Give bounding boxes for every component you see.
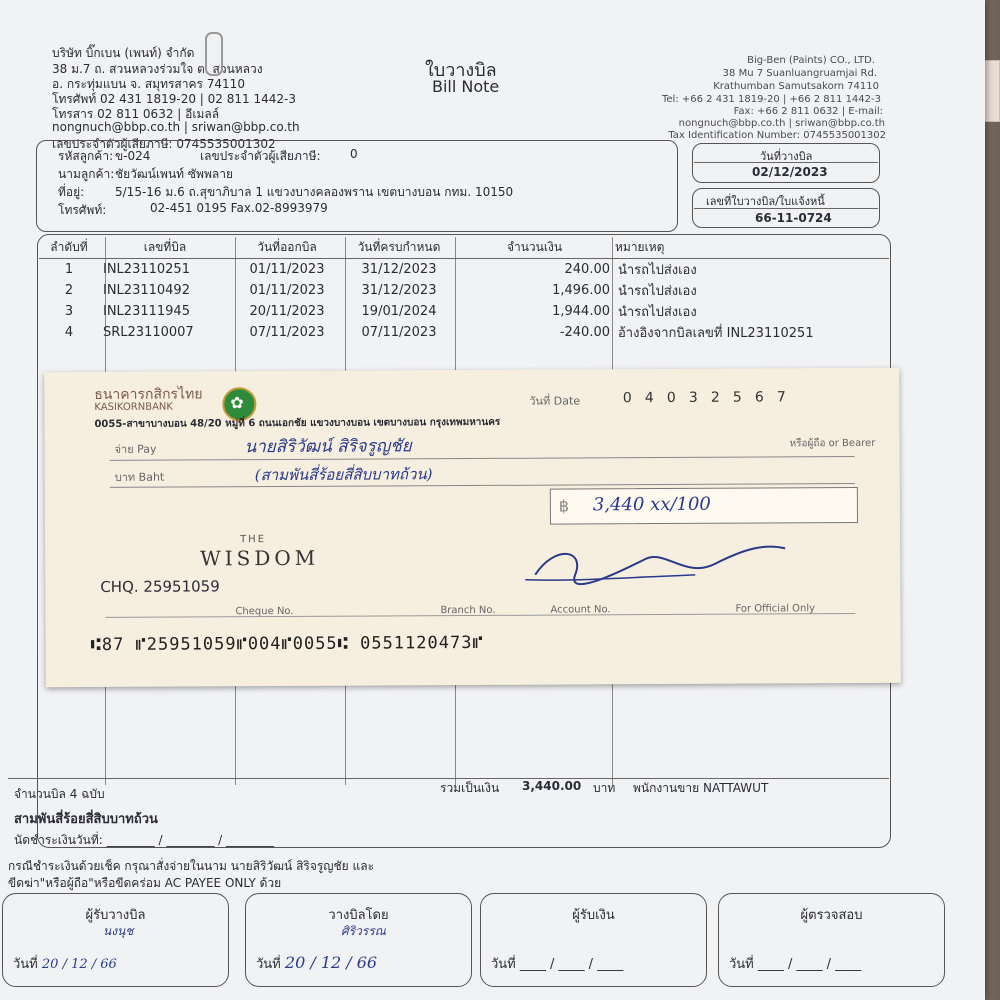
table-row [39,280,889,301]
customer-phone: 02-451 0195 Fax.02-8993979 [150,201,328,215]
signature-handwriting: นงนุช [103,924,134,938]
cell-no: 4 [64,325,74,340]
signature-box-auditor [718,893,945,987]
baht-label: บาท Baht [114,470,165,484]
cell-no: 1 [64,262,74,277]
payee-handwriting: นายสิริวัฒน์ สิริจรูญชัย [244,436,412,458]
bank-name-en: KASIKORNBANK [94,401,173,413]
signature-label: ผู้ตรวจสอบ [800,908,863,923]
bill-number-label: เลขที่ใบวางบิล/ใบแจ้งหนี้ [706,195,825,208]
amount-box [550,487,858,525]
bill-date-label: วันที่วางบิล [760,150,813,163]
footer-cheque-no: Cheque No. [235,605,294,618]
signature-date-label: วันที่ [256,957,281,972]
signature-date-label: วันที่ [13,957,38,972]
customer-taxid-label: เลขประจำตัวผู้เสียภาษี: [200,149,321,163]
cell-amount: -240.00 [559,325,610,340]
company-taxid-th: เลขประจำตัวผู้เสียภาษี: 0745535001302 [52,137,276,151]
company-phone-en: Tel: +66 2 431 1819-20 | +66 2 811 1442-3 [662,94,881,105]
table-row [39,301,889,322]
bill-count: จำนวนบิล 4 ฉบับ [14,787,105,801]
company-address-th-2: อ. กระทุ่มแบน จ. สมุทรสาคร 74110 [52,77,245,91]
cell-no: 2 [64,283,74,298]
cell-bill-no: INL23111945 [103,304,190,319]
amount-handwriting: 3,440 xx/100 [592,493,711,516]
col-header-due-date: วันที่ครบกำหนด [343,237,455,259]
signature-box-billed-by [245,893,472,987]
brand-wisdom: WISDOM [200,545,320,571]
signature-label: ผู้รับเงิน [572,908,615,923]
cell-amount: 1,944.00 [552,304,610,319]
signature-date-label: วันที่ [491,957,516,972]
company-name-th: บริษัท บิ๊กเบน (เพนท์) จำกัด [52,46,195,60]
cheque-date-digits [616,386,792,406]
cheque-note-line-1: กรณีชำระเงินด้วยเช็ค กรุณาสั่งจ่ายในนาม นายสิริวัฒน์ สิริจรูญชัย และ [8,859,375,873]
paper-clip [205,32,223,76]
cheque-note-line-2: ขีดฆ่า"หรือผู้ถือ"หรือขีดคร่อม AC PAYEE ONLY ด้วย [8,876,282,890]
payment-date-line: นัดชำระเงินวันที่: ________ / ________ / ________ [14,833,274,847]
cell-due-date: 19/01/2024 [361,304,437,319]
customer-code-label: รหัสลูกค้า: [58,149,114,163]
signature-box-payee [480,893,707,987]
drawer-signature [515,538,795,589]
signature-handwriting: ศิริวรรณ [341,924,386,938]
signature-label: ผู้รับวางบิล [85,908,146,923]
cell-amount: 240.00 [564,262,610,277]
cell-bill-no: SRL23110007 [103,325,194,340]
date-digit: 0 [622,390,632,407]
date-digit: 2 [710,389,720,406]
company-fax-en: Fax: +66 2 811 0632 | E-mail: [733,106,883,117]
cell-issue-date: 01/11/2023 [249,262,325,277]
signature-date-handwriting: 20 / 12 / 66 [41,957,117,972]
bank-name-th: ธนาคารกสิกรไทย [94,386,203,403]
company-address-th-1: 38 ม.7 ถ. สวนหลวงร่วมใจ ต. สวนหลวง [52,62,263,76]
total-amount: 3,440.00 [522,779,582,793]
col-header-remark: หมายเหตุ [614,237,889,259]
company-email-th: nongnuch@bbp.co.th | sriwan@bbp.co.th [52,120,300,134]
table-row [39,322,889,343]
customer-name: ชัยวัฒน์เพนท์ ซัพพลาย [115,167,233,181]
baht-symbol: ฿ [558,496,570,516]
cell-issue-date: 20/11/2023 [249,304,325,319]
customer-code: ข-024 [115,149,151,163]
kasikorn-logo-icon: ✿ [222,387,256,421]
col-header-no: ลำดับที่ [39,237,99,259]
signature-date-handwriting: 20 / 12 / 66 [284,953,378,972]
cell-remark: นำรถไปส่งเอง [618,305,697,320]
brand-the: THE [240,534,267,546]
cell-remark: นำรถไปส่งเอง [618,284,697,299]
pay-label: จ่าย Pay [114,442,157,456]
signature-date-blank: ____ / ____ / ____ [757,957,862,972]
signature-date-blank: ____ / ____ / ____ [519,957,624,972]
footer-account-no: Account No. [550,604,611,616]
total-label: รวมเป็นเงิน [440,781,500,795]
cell-due-date: 31/12/2023 [361,262,437,277]
footer-official: For Official Only [735,603,816,615]
bank-cheque [44,368,901,687]
cell-issue-date: 07/11/2023 [249,325,325,340]
amount-in-words: สามพันสี่ร้อยสี่สิบบาทถ้วน [14,812,158,827]
company-phone-th: โทรศัพท์ 02 431 1819-20 | 02 811 1442-3 [52,92,296,106]
bank-branch: 0055-สาขาบางบอน 48/20 หมู่ที่ 6 ถนนเอกชัย แขวงบางบอน เขตบางบอน กรุงเทพมหานคร [94,416,501,430]
col-header-issue-date: วันที่ออกบิล [231,237,343,259]
bill-number-value: 66-11-0724 [755,211,832,225]
items-table [39,237,889,343]
company-address-en-2: Krathumban Samutsakorn 74110 [713,81,879,92]
footer-branch-no: Branch No. [440,604,496,617]
cell-remark: อ้างอิงจากบิลเลขที่ INL23110251 [618,326,814,341]
customer-address: 5/15-16 ม.6 ถ.สุขาภิบาล 1 แขวงบางคลองพราน เขตบางบอน กทม. 10150 [115,185,514,199]
table-row [39,259,889,281]
company-taxid-en: Tax Identification Number: 0745535001302 [668,130,886,141]
amount-words-handwriting: (สามพันสี่ร้อยสี่สิบบาทถ้วน) [254,465,433,485]
cell-no: 3 [64,304,74,319]
date-digit: 0 [666,389,676,406]
doc-title-th: ใบวางบิล [425,60,497,81]
cell-bill-no: INL23110251 [103,262,190,277]
company-address-en-1: 38 Mu 7 Suanluangruamjai Rd. [722,68,877,79]
date-digit: 4 [644,390,654,407]
col-header-bill-no: เลขที่บิล [99,237,231,259]
micr-line: ⑆87 ⑈25951059⑈004⑈0055⑆ 0551120473⑈ [90,632,484,656]
company-email-en: nongnuch@bbp.co.th | sriwan@bbp.co.th [678,118,885,129]
doc-title-en: Bill Note [432,77,500,96]
company-fax-th: โทรสาร 02 811 0632 | อีเมลล์ [52,107,220,121]
signature-date-label: วันที่ [729,957,754,972]
cheque-date-label: วันที่ Date [529,394,581,408]
customer-name-label: นามลูกค้า: [58,167,115,181]
customer-phone-label: โทรศัพท์: [58,203,107,217]
cell-remark: นำรถไปส่งเอง [618,263,697,278]
company-name-en: Big-Ben (Paints) CO., LTD. [747,55,875,66]
date-digit: 6 [754,389,764,406]
signature-box-bill-receiver [2,893,229,987]
cell-issue-date: 01/11/2023 [249,283,325,298]
table-header-row [39,237,889,259]
cell-amount: 1,496.00 [552,283,610,298]
customer-address-label: ที่อยู่: [58,185,85,199]
cell-bill-no: INL23110492 [103,283,190,298]
signature-label: วางบิลโดย [328,908,389,923]
salesperson: พนักงานขาย NATTAWUT [633,781,769,795]
cheque-number: CHQ. 25951059 [100,577,220,596]
total-currency: บาท [593,781,616,795]
date-digit: 5 [732,389,742,406]
cell-due-date: 31/12/2023 [361,283,437,298]
col-header-amount: จำนวนเงิน [455,237,614,259]
date-digit: 7 [776,389,786,406]
or-bearer-label: หรือผู้ถือ or Bearer [789,437,876,450]
customer-taxid: 0 [350,147,358,161]
date-digit: 3 [688,389,698,406]
cell-due-date: 07/11/2023 [361,325,437,340]
bill-date-value: 02/12/2023 [752,165,828,179]
